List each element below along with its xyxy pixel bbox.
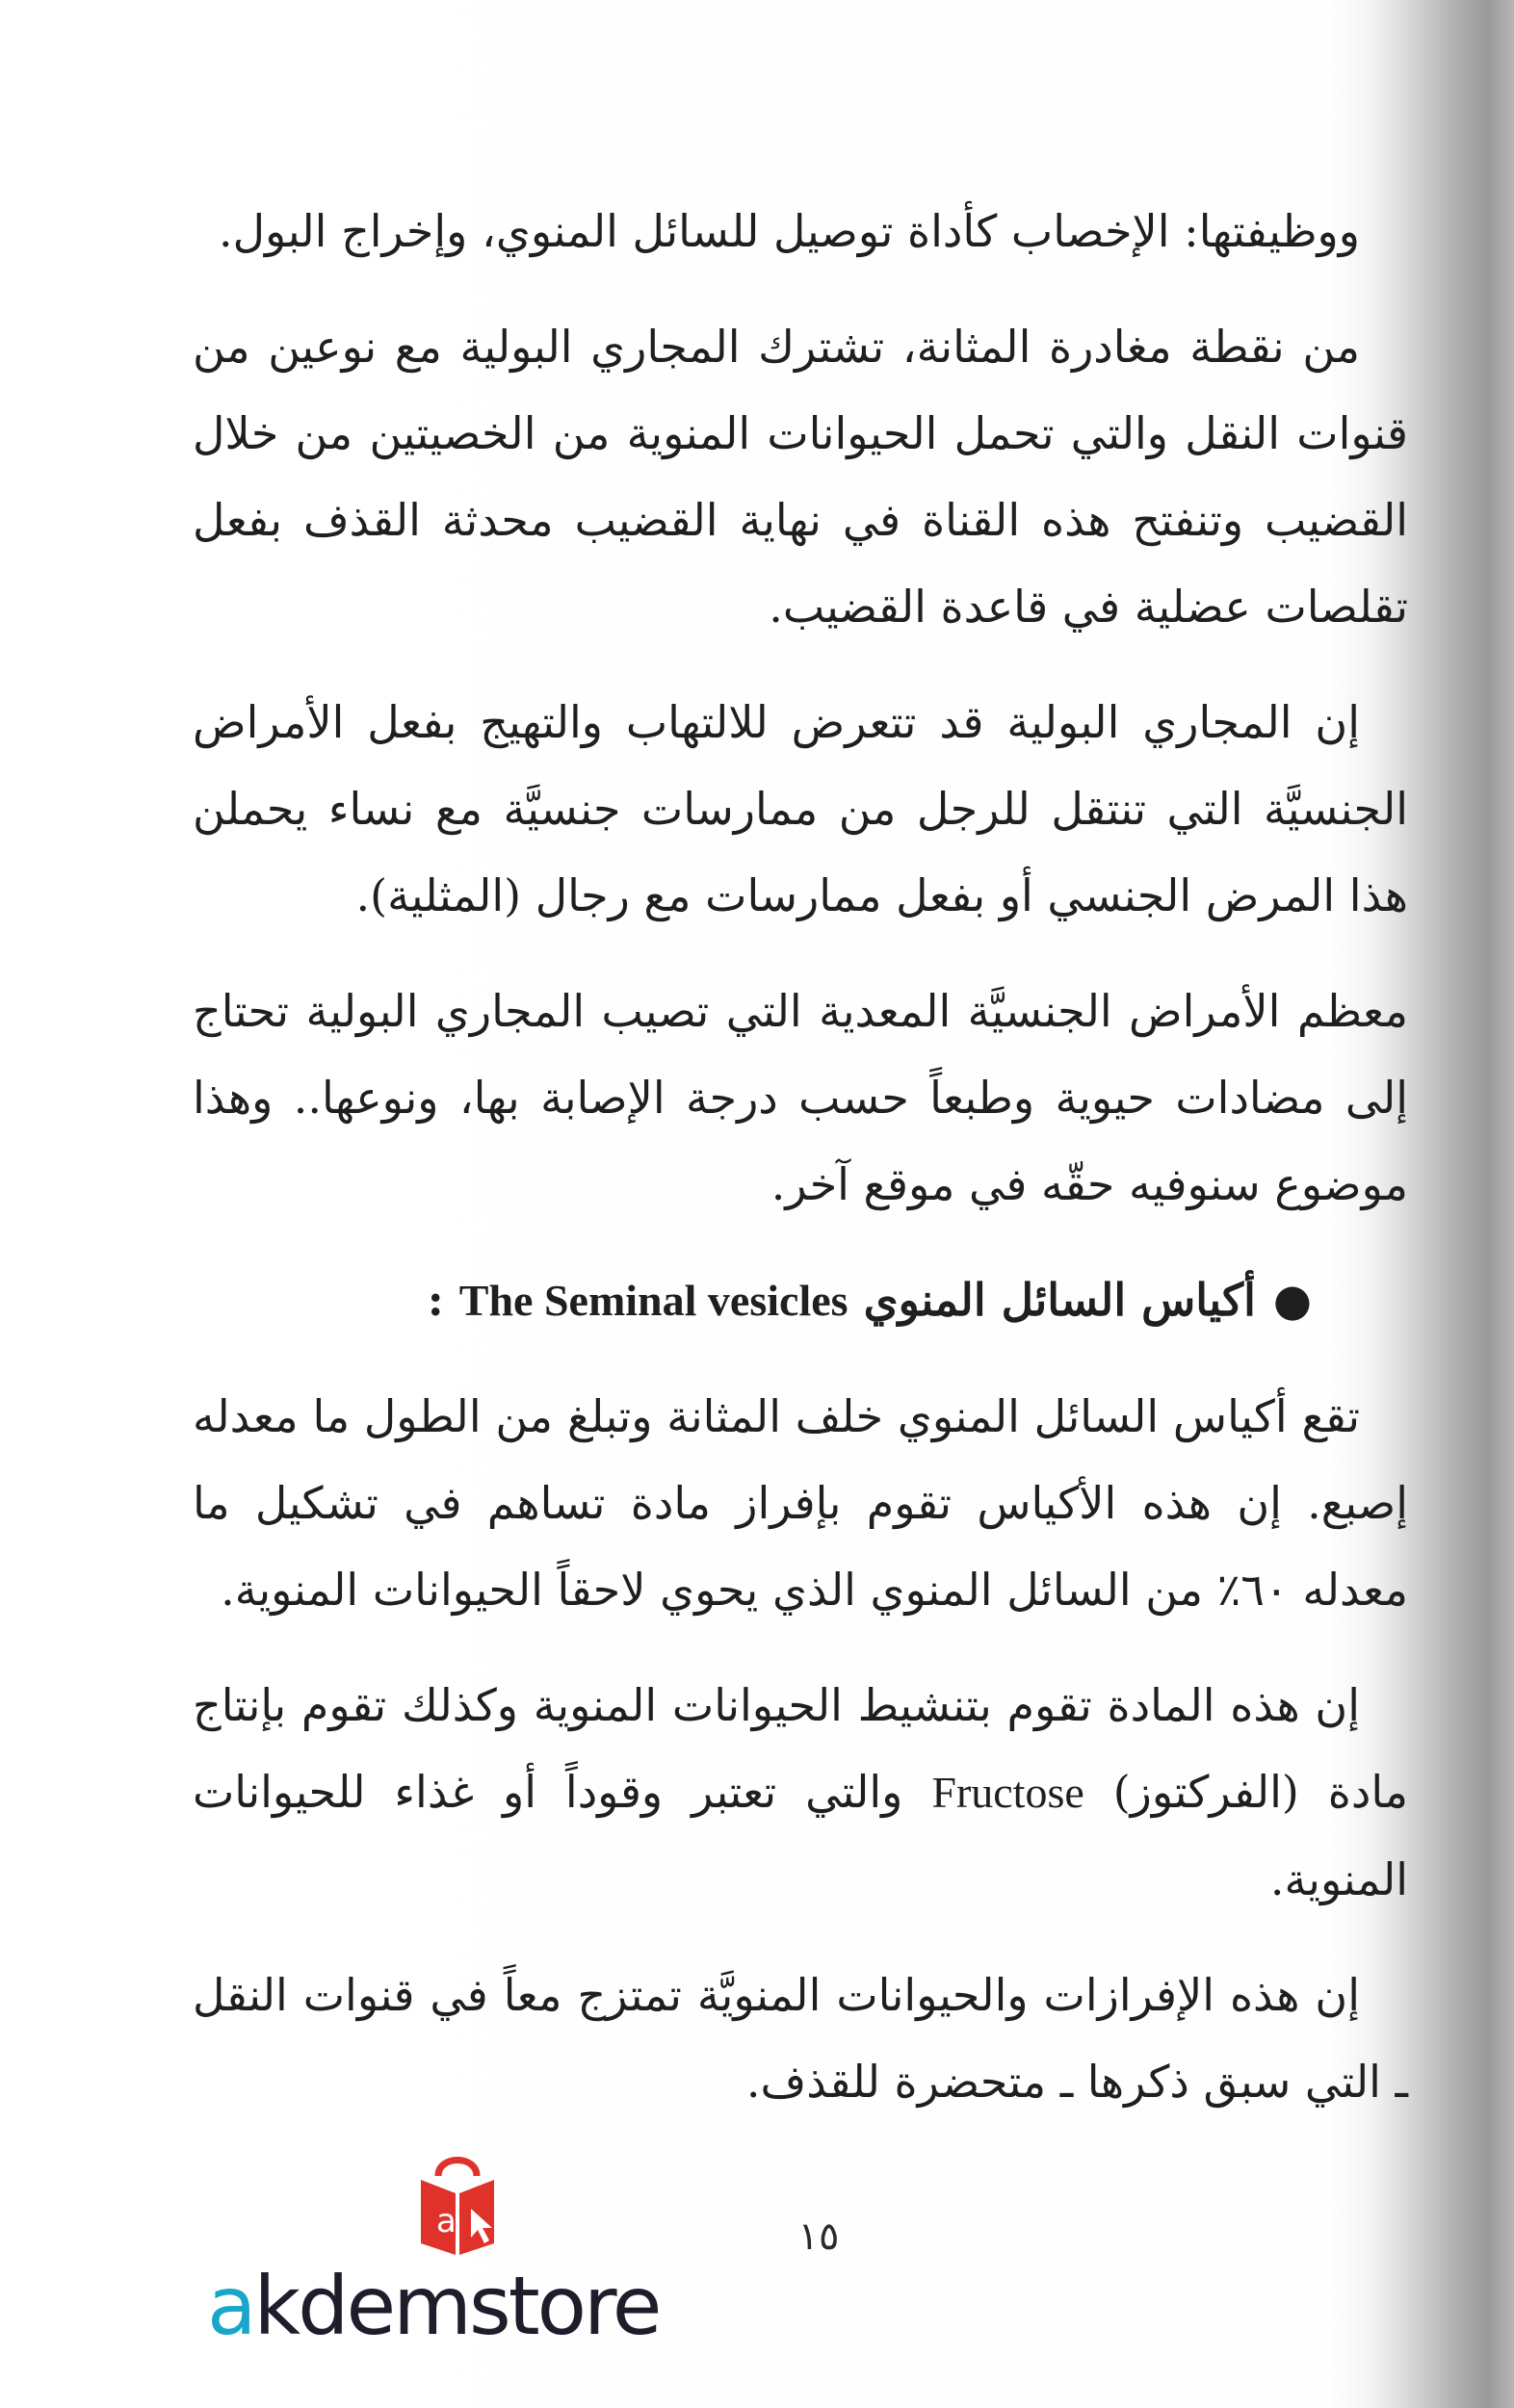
fructose-term: Fructose xyxy=(931,1768,1084,1817)
page-body xyxy=(193,188,1408,2154)
paragraph-function: ووظيفتها: الإخصاب كأداة توصيل للسائل المنوي، وإخراج البول. xyxy=(218,205,1360,257)
paragraph-urinary-ducts: من نقطة مغادرة المثانة، تشترك المجاري البولية مع نوعين من قنوات النقل والتي تحمل الحيوانات المنوية من الخصيتين من خلال القضيب وتنفتح هذه القناة في نهاية القضيب محدثة القذف بفعل تقلصات عضلية في قاعدة القضيب. xyxy=(193,321,1408,633)
paragraph-secretions: إن هذه الإفرازات والحيوانات المنويَّة تمتزج معاً في قنوات النقل ـ التي سبق ذكرها ـ متحضرة للقذف. xyxy=(193,1969,1408,2108)
section-heading xyxy=(193,1256,1408,1344)
shopping-bag-book-icon xyxy=(400,2147,515,2272)
paragraph-antibiotics: معظم الأمراض الجنسيَّة المعدية التي تصيب المجاري البولية تحتاج إلى مضادات حيوية وطبعاً حسب درجة الإصابة بها، ونوعها.. وهذا موضوع سنوفيه حقّه في موقع آخر. xyxy=(193,985,1408,1210)
paragraph-infections: إن المجاري البولية قد تتعرض للالتهاب والتهيج بفعل الأمراض الجنسيَّة التي تنتقل للرجل من ممارسات جنسيَّة مع نساء يحملن هذا المرض الجنسي أو بفعل ممارسات مع رجال (المثلية). xyxy=(193,696,1409,921)
logo-wordmark-prefix: a xyxy=(207,2259,254,2353)
logo-wordmark-rest: kdemstore xyxy=(253,2259,660,2353)
page-number: ١٥ xyxy=(797,2214,840,2259)
akdemstore-watermark xyxy=(207,2147,708,2359)
heading-colon: : xyxy=(427,1274,444,1326)
heading-arabic: أكياس السائل المنوي xyxy=(863,1274,1256,1326)
fructose-text-after: والتي تعتبر وقوداً أو غذاء للحيوانات المنوية. xyxy=(193,1766,1408,1905)
logo-icon-letter: a xyxy=(436,2202,457,2240)
bullet-icon: ● xyxy=(1272,1274,1312,1326)
logo-wordmark xyxy=(207,2258,659,2354)
paragraph-fructose xyxy=(193,1662,1408,1923)
fructose-text-before: إن هذه المادة تقوم بتنشيط الحيوانات المنوية وكذلك تقوم بإنتاج مادة (الفركتوز) xyxy=(193,1679,1409,1818)
paragraph-seminal-vesicles: تقع أكياس السائل المنوي خلف المثانة وتبلغ من الطول ما معدله إصبع. إن هذه الأكياس تقوم بإفراز مادة تساهم في تشكيل ما معدله ٦٠٪ من السائل المنوي الذي يحوي لاحقاً الحيوانات المنوية. xyxy=(193,1390,1408,1616)
heading-english: The Seminal vesicles xyxy=(458,1276,848,1325)
